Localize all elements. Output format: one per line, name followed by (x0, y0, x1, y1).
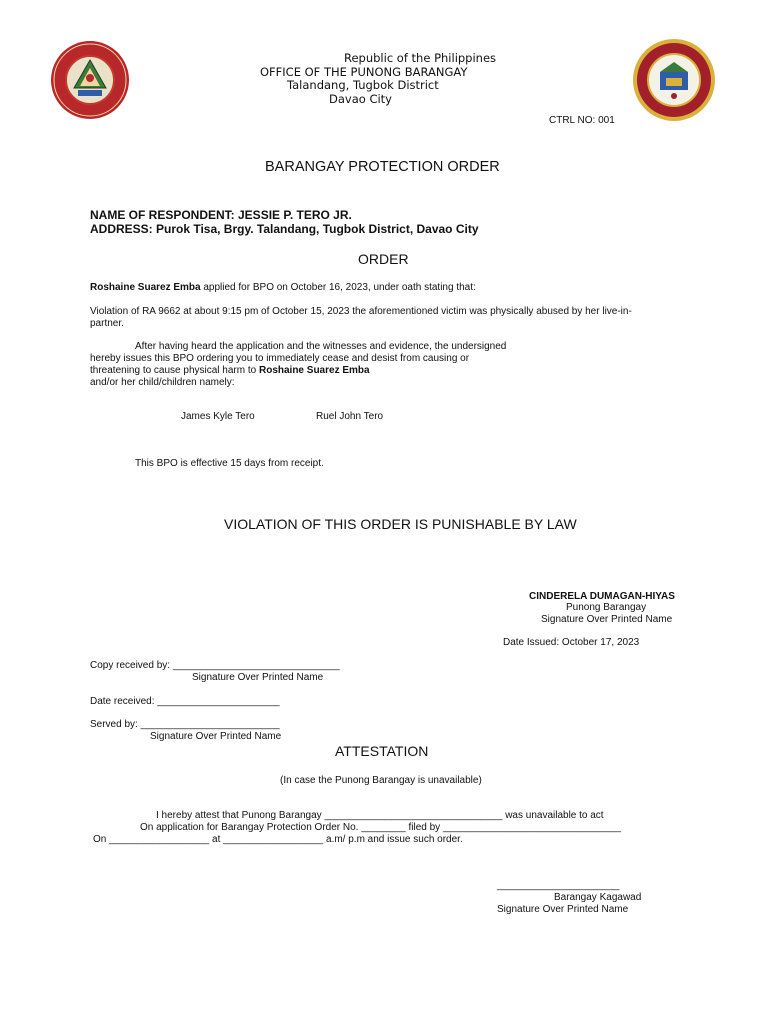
served-by-caption: Signature Over Printed Name (150, 731, 282, 742)
barangay-council-seal (50, 40, 130, 120)
order-body-line-1: After having heard the application and the witnesses and evidence, the undersigned (135, 341, 507, 352)
order-body-line-4: and/or her child/children namely: (90, 377, 235, 388)
violation-line-2: partner. (90, 318, 124, 329)
control-number: CTRL NO: 001 (549, 115, 615, 126)
signatory-position: Punong Barangay (566, 602, 647, 613)
child-name-2: Ruel John Tero (316, 411, 384, 422)
order-body-line-3-prefix: threatening to cause physical harm to (90, 365, 259, 376)
order-heading: ORDER (358, 251, 409, 267)
copy-received-field: Copy received by: ______________________________ (90, 660, 340, 671)
violation-warning: VIOLATION OF THIS ORDER IS PUNISHABLE BY LAW (224, 516, 577, 532)
date-received-field: Date received: ______________________ (90, 696, 280, 707)
copy-received-caption: Signature Over Printed Name (192, 672, 324, 683)
order-body-line-2: hereby issues this BPO ordering you to immediately cease and desist from causing or (90, 353, 470, 364)
applicant-statement (90, 282, 476, 293)
applicant-name: Roshaine Suarez Emba (90, 282, 201, 293)
barangay-tugbok-seal (632, 38, 716, 122)
date-issued: Date Issued: October 17, 2023 (503, 637, 640, 648)
attestation-line-2: On application for Barangay Protection Order No. ________ filed by ________________________________ (140, 822, 621, 833)
kagawad-signature-line: ______________________ (497, 880, 620, 891)
header-republic: Republic of the Philippines (344, 51, 497, 65)
signatory-name: CINDERELA DUMAGAN-HIYAS (529, 591, 675, 602)
header-location: Talandang, Tugbok District (287, 78, 439, 92)
attestation-line-3: On __________________ at __________________ a.m/ p.m and issue such order. (93, 834, 463, 845)
respondent-address: ADDRESS: Purok Tisa, Brgy. Talandang, Tugbok District, Davao City (90, 222, 479, 236)
document-title: BARANGAY PROTECTION ORDER (265, 159, 500, 175)
effectivity-statement: This BPO is effective 15 days from receipt. (135, 458, 324, 469)
applicant-rest: applied for BPO on October 16, 2023, under oath stating that: (200, 282, 476, 293)
child-name-1: James Kyle Tero (181, 411, 255, 422)
header-city: Davao City (329, 92, 392, 106)
violation-line-1: Violation of RA 9662 at about 9:15 pm of October 15, 2023 the aforementioned victim was physically abused by her live-in- (90, 306, 632, 317)
served-by-field: Served by: _________________________ (90, 719, 280, 730)
attestation-line-1: I hereby attest that Punong Barangay ________________________________ was unavailable to act (156, 810, 604, 821)
attestation-note: (In case the Punong Barangay is unavailable) (280, 775, 482, 786)
order-body-line-3-name: Roshaine Suarez Emba (258, 365, 370, 376)
kagawad-position: Barangay Kagawad (554, 892, 642, 903)
signatory-caption: Signature Over Printed Name (541, 614, 673, 625)
order-body-line-3 (90, 365, 370, 376)
header-office: OFFICE OF THE PUNONG BARANGAY (260, 65, 468, 79)
attestation-heading: ATTESTATION (335, 743, 429, 759)
kagawad-caption: Signature Over Printed Name (497, 904, 629, 915)
respondent-name: NAME OF RESPONDENT: JESSIE P. TERO JR. (90, 208, 352, 222)
